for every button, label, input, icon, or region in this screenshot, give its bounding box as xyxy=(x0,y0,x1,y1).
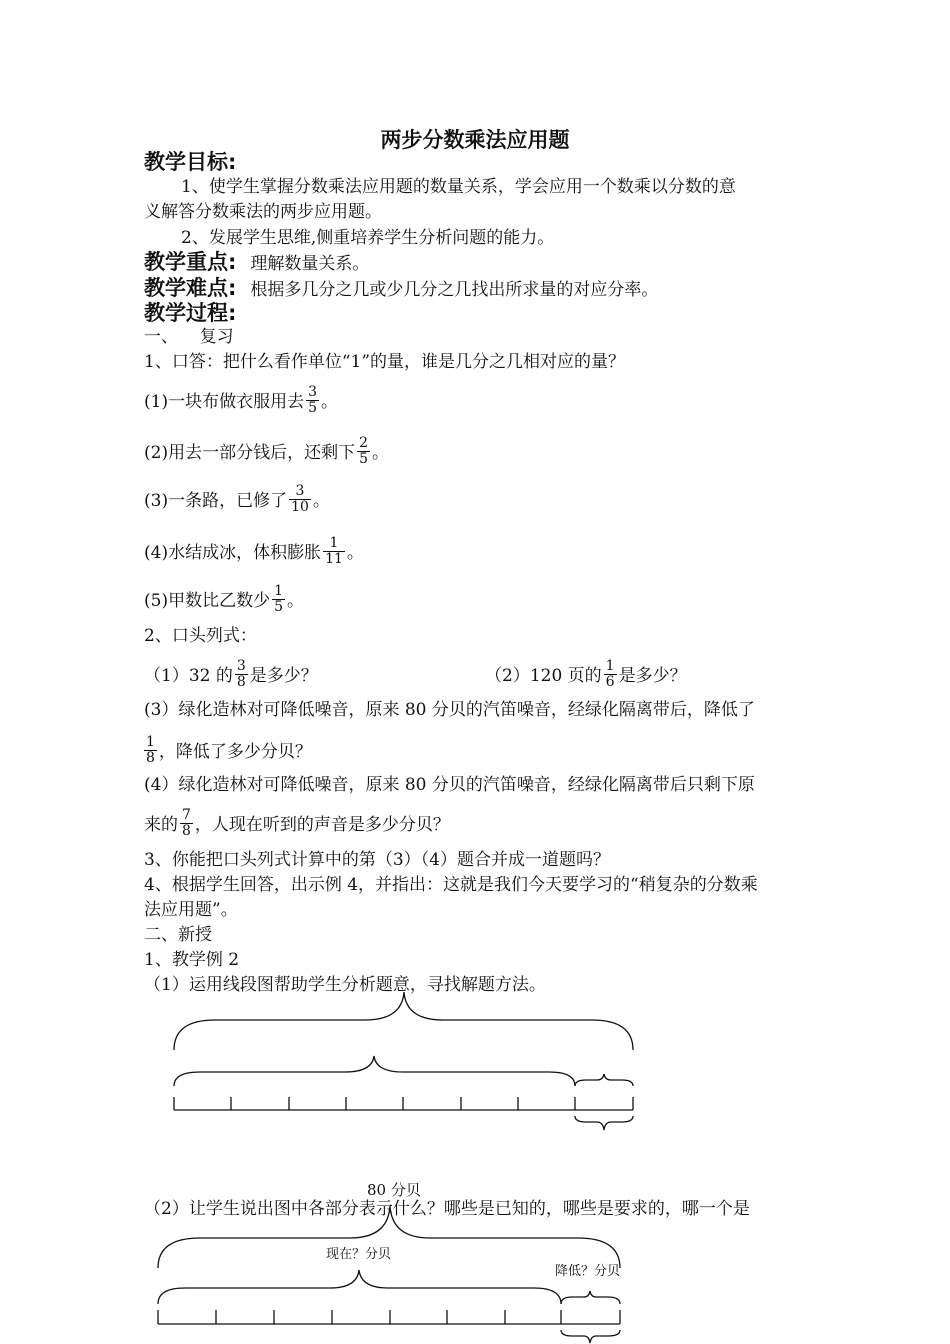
brace-reduced-top xyxy=(561,1291,620,1304)
brace-part-top xyxy=(575,1074,633,1086)
review-item: (1)一块布做衣服用去 $\frac{3}{5}$ 。 xyxy=(144,384,339,416)
step-2: （2）让学生说出图中各部分表示什么？哪些是已知的，哪些是要求的，哪一个是 xyxy=(144,1199,750,1219)
fraction: $\frac{1}{11}$ xyxy=(325,535,343,567)
oral-item-3-line-1: (3）绿化造林对可降低噪音，原来 80 分贝的汽笛噪音，经绿化隔离带后，降低了 xyxy=(144,700,755,720)
brace-total xyxy=(174,992,633,1050)
oral-item-4-line-2: 来的 $\frac{7}{8}$ ，人现在听到的声音是多少分贝？ xyxy=(144,807,450,839)
oral-item-3-line-2: $\frac{1}{8}$ ，降低了多少分贝？ xyxy=(146,734,312,766)
review-heading: 一、 复习 xyxy=(144,327,234,347)
oral-item-4-line-1: (4）绿化造林对可降低噪音，原来 80 分贝的汽笛噪音，经绿化隔离带后只剩下原 xyxy=(144,775,755,795)
review-question-1: 1、口答：把什么看作单位“1”的量，谁是几分之几相对应的量？ xyxy=(144,352,626,372)
key-point-heading: 教学重点: xyxy=(144,250,237,274)
review-item: (3)一条路，已修了 $\frac{3}{10}$ 。 xyxy=(144,483,330,515)
review-question-4-line-2: 法应用题”。 xyxy=(144,900,238,920)
objective-2: 2、发展学生思维,侧重培养学生分析问题的能力。 xyxy=(181,228,555,248)
difficulty xyxy=(144,278,658,300)
fraction: $\frac{3}{10}$ xyxy=(291,483,309,515)
segment-diagram-1 xyxy=(0,990,950,1140)
fraction: $\frac{3}{5}$ xyxy=(308,384,318,416)
objective-1-line-1: 1、使学生掌握分数乘法应用题的数量关系，学会应用一个数乘以分数的意 xyxy=(181,177,736,197)
objective-1-line-2: 义解答分数乘法的两步应用题。 xyxy=(144,202,382,222)
document-title: 两步分数乘法应用题 xyxy=(380,128,570,152)
fraction: $\frac{3}{8}$ xyxy=(236,658,246,690)
label-now: 现在？分贝 xyxy=(326,1247,392,1262)
review-question-2: 2、口头列式： xyxy=(144,626,257,646)
fraction: $\frac{1}{8}$ xyxy=(146,734,155,766)
label-total: 80 分贝 xyxy=(367,1181,421,1199)
step-1: （1）运用线段图帮助学生分析题意，寻找解题方法。 xyxy=(144,975,546,995)
brace-now xyxy=(158,1270,561,1304)
segment-diagram-2 xyxy=(0,1200,950,1344)
oral-item-1: （1）32 的 $\frac{3}{8}$ 是多少？ xyxy=(144,658,318,690)
brace-remaining xyxy=(174,1056,575,1086)
brace-reduced-bottom xyxy=(561,1330,620,1343)
key-point-text: 理解数量关系。 xyxy=(250,254,370,274)
review-item: (4)水结成冰，体积膨胀 $\frac{1}{11}$ 。 xyxy=(144,535,364,567)
new-lesson-heading: 二、新授 xyxy=(144,925,212,945)
difficulty-heading: 教学难点: xyxy=(144,276,237,300)
fraction: $\frac{7}{8}$ xyxy=(182,807,191,839)
review-question-4-line-1: 4、根据学生回答，出示例 4，并指出：这就是我们今天要学习的“稍复杂的分数乘 xyxy=(144,875,758,895)
fraction: $\frac{2}{5}$ xyxy=(359,435,369,467)
fraction: $\frac{1}{5}$ xyxy=(274,583,284,615)
label-reduced: 降低？分贝 xyxy=(555,1264,621,1279)
oral-item-2: （2）120 页的 $\frac{1}{6}$ 是多少？ xyxy=(485,658,687,690)
key-point xyxy=(144,252,369,274)
process-heading: 教学过程: xyxy=(144,301,237,325)
review-question-3: 3、你能把口头列式计算中的第（3）（4）题合并成一道题吗？ xyxy=(144,850,610,870)
difficulty-text: 根据多几分之几或少几分之几找出所求量的对应分率。 xyxy=(250,280,659,300)
review-item: (5)甲数比乙数少 $\frac{1}{5}$ 。 xyxy=(144,583,305,615)
objectives-heading: 教学目标: xyxy=(144,150,237,174)
fraction: $\frac{1}{6}$ xyxy=(605,658,615,690)
review-item: (2)用去一部分钱后，还剩下 $\frac{2}{5}$ 。 xyxy=(144,435,390,467)
example-heading: 1、教学例 2 xyxy=(144,950,240,970)
brace-part-bottom xyxy=(575,1116,633,1130)
